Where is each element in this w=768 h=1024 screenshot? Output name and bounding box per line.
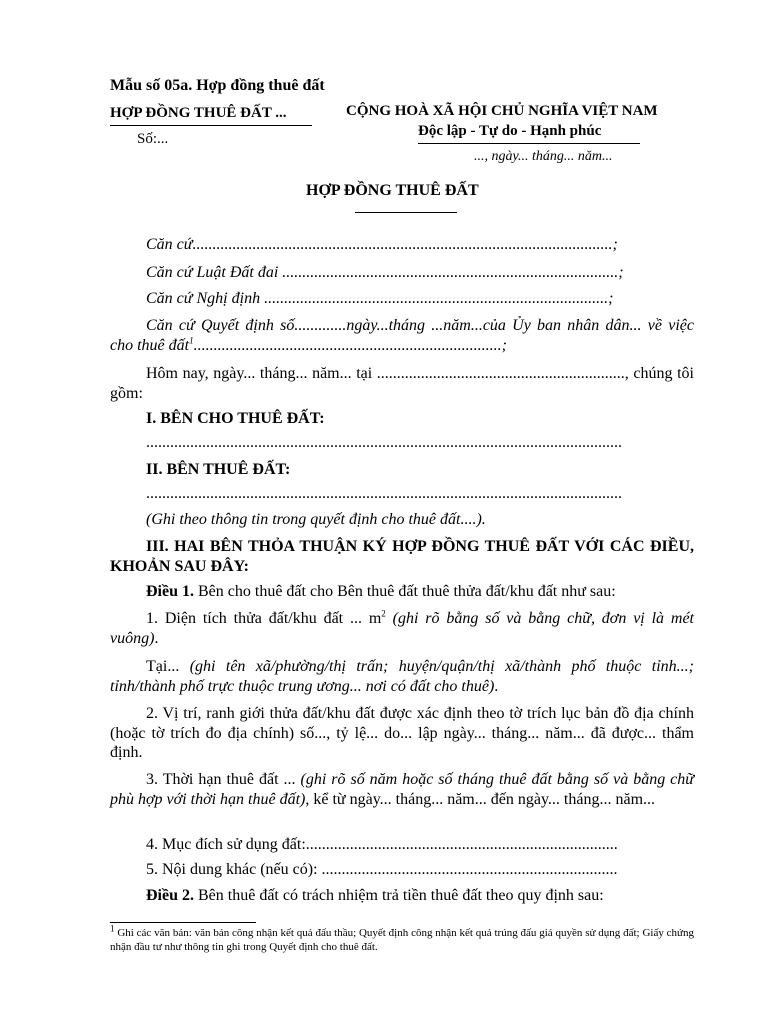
date-line: ..., ngày... tháng... năm... [474, 149, 613, 164]
form-label: Mẫu số 05a. Hợp đồng thuê đất [110, 77, 325, 94]
intro-paragraph: Hôm nay, ngày... tháng... năm... tại .............................................................., chúng tôi gồm: [110, 365, 694, 402]
motto: Độc lập - Tự do - Hạnh phúc [418, 123, 602, 139]
item1-paragraph: 1. Diện tích thửa đất/khu đất ... $m^2$ (ghi rõ bằng số và bằng chữ, đơn vị là mét vuông). [110, 608, 695, 647]
document-title: HỢP ĐỒNG THUÊ ĐẤT [306, 182, 479, 199]
nation-heading: CỘNG HOÀ XÃ HỘI CHỦ NGHĨA VIỆT NAM [346, 103, 658, 119]
dieu2-label: Điều 2. [146, 887, 194, 904]
section2-note: (Ghi theo thông tin trong quyết định cho thuê đất....). [146, 511, 486, 528]
can-cu-luat-dat-dai: Căn cứ Luật Đất đai ....................................................................................; [146, 264, 624, 281]
can-cu-quyet-dinh: Căn cứ Quyết định số.............ngày...tháng ...năm...của Ủy ban nhân dân... về việc cho thuê đất$^1$.............................................................................; [110, 317, 694, 354]
left-header-underline [110, 125, 312, 126]
can-cu-line: Căn cứ.........................................................................................................; [146, 236, 618, 253]
footnote-ref: 1 [189, 335, 194, 346]
section1-heading: I. BÊN CHO THUÊ ĐẤT: [146, 410, 325, 427]
title-underline [355, 212, 457, 213]
item2-paragraph: 2. Vị trí, ranh giới thửa đất/khu đất được xác định theo tờ trích lục bản đồ địa chính (hoặc tờ trích đo địa chính) số..., tỷ lệ... do... lập ngày... tháng... năm... đã được... thẩm định. [110, 705, 694, 761]
item5-line: 5. Nội dung khác (nếu có): .......................................................................... [146, 861, 618, 878]
footnote-mark: 1 [110, 923, 115, 934]
section1-fill-line: ....................................................................................................................... [146, 434, 622, 451]
document-number: Số:... [137, 131, 169, 147]
tai-paragraph: Tại... (ghi tên xã/phường/thị trấn; huyện/quận/thị xã/thành phố thuộc tỉnh...; tỉnh/thành phố trực thuộc trung ương... nơi có đất cho thuê). [110, 658, 694, 695]
footnote: $^1$ Ghi các văn bản: văn bản công nhận kết quả đấu thầu; Quyết định công nhận kết quả trúng đấu giá quyền sử dụng đất; Giấy chứng nhận đầu tư như thông tin ghi trong Quyết định cho thuê đất. [110, 923, 694, 953]
dieu1-paragraph: Điều 1. Bên cho thuê đất cho Bên thuê đất thuê thửa đất/khu đất như sau: [146, 583, 616, 600]
left-header-title: HỢP ĐỒNG THUÊ ĐẤT ... [110, 105, 287, 121]
section2-fill-line: ....................................................................................................................... [146, 485, 622, 502]
can-cu-nghi-dinh: Căn cứ Nghị định ......................................................................................; [146, 290, 614, 307]
section2-heading: II. BÊN THUÊ ĐẤT: [146, 461, 291, 478]
item3-paragraph: 3. Thời hạn thuê đất ... (ghi rõ số năm hoặc số tháng thuê đất bằng số và bằng chữ phù hợp với thời hạn thuê đất), kể từ ngày... tháng... năm... đến ngày... tháng... năm... [110, 771, 694, 808]
section3-heading: III. HAI BÊN THỎA THUẬN KÝ HỢP ĐỒNG THUÊ ĐẤT VỚI CÁC ĐIỀU, KHOẢN SAU ĐÂY: [110, 538, 694, 575]
dieu2-paragraph: Điều 2. Bên thuê đất có trách nhiệm trả tiền thuê đất theo quy định sau: [146, 887, 604, 904]
dieu1-label: Điều 1. [146, 583, 194, 600]
item4-line: 4. Mục đích sử dụng đất:.............................................................................. [146, 836, 618, 853]
footnote-separator [110, 922, 256, 923]
motto-underline [418, 143, 640, 144]
